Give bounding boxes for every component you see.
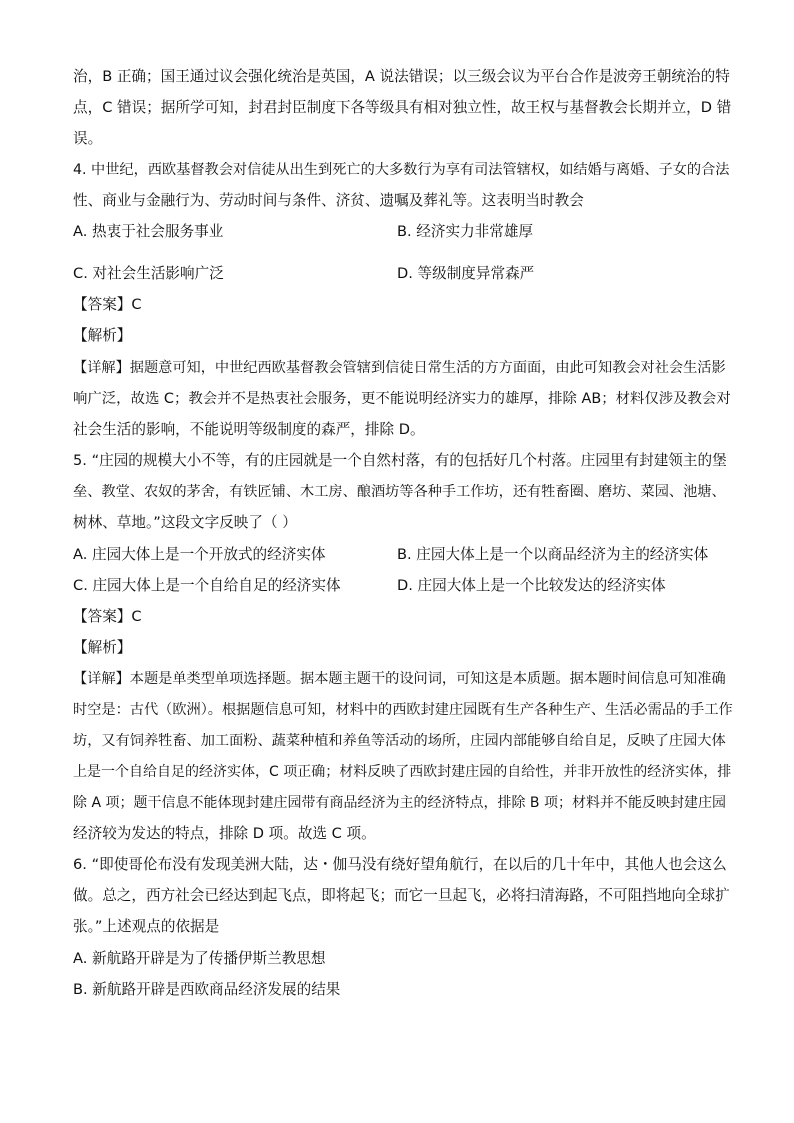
- question-6-stem: 做。总之，西方社会已经达到起飞点，即将起飞；而它一旦起飞，必将扫清海路，不可阻挡地向全球扩: [73, 887, 730, 904]
- text-line: 点，C 错误；据所学可知，封君封臣制度下各等级具有相对独立性，故王权与基督教会长期并立，D 错: [73, 99, 732, 116]
- text-line: 误。: [73, 130, 103, 147]
- q5-option-d: D. 庄园大体上是一个比较发达的经济实体: [397, 577, 666, 594]
- question-5-stem: 垒、教堂、农奴的茅舍，有铁匠铺、木工房、酿酒坊等各种手工作坊，还有牲畜圈、磨坊、菜园、池塘、: [73, 484, 726, 500]
- q5-answer: 【答案】C: [73, 608, 142, 625]
- question-4-stem: 性、商业与金融行为、劳动时间与条件、济贫、遗嘱及葬礼等。这表明当时教会: [73, 192, 584, 209]
- q5-option-a: A. 庄园大体上是一个开放式的经济实体: [73, 546, 326, 563]
- question-5-stem: 树林、草地。”这段文字反映了（ ）: [73, 514, 297, 531]
- q5-detail: 除 A 项；题干信息不能体现封建庄园带有商品经济为主的经济特点，排除 B 项；材料并不能反映封建庄园: [73, 795, 726, 811]
- question-6-stem: 张。”上述观点的依据是: [73, 918, 220, 935]
- q6-option-b: B. 新航路开辟是西欧商品经济发展的结果: [73, 981, 341, 998]
- q6-option-a: A. 新航路开辟是为了传播伊斯兰教思想: [73, 950, 326, 967]
- q4-detail: 【详解】据题意可知，中世纪西欧基督教会管辖到信徒日常生活的方方面面，由此可知教会对社会生活影: [73, 360, 726, 376]
- q5-analysis-label: 【解析】: [73, 639, 132, 656]
- q4-detail: 响广泛，故选 C；教会并不是热衷社会服务，更不能说明经济实力的雄厚，排除 AB；材料仅涉及教会对: [73, 391, 731, 407]
- q5-detail: 上是一个自给自足的经济实体，C 项正确；材料反映了西欧封建庄园的自给性，并非开放性的经济实体，排: [73, 764, 732, 780]
- q4-option-b: B. 经济实力非常雄厚: [397, 223, 534, 240]
- q4-analysis-label: 【解析】: [73, 327, 132, 344]
- q4-option-d: D. 等级制度异常森严: [397, 265, 535, 282]
- question-5-stem: 5. “庄园的规模大小不等，有的庄园就是一个自然村落，有的包括好几个村落。庄园里有封建领主的堡: [73, 452, 727, 469]
- q5-option-b: B. 庄园大体上是一个以商品经济为主的经济实体: [397, 546, 709, 563]
- q5-detail: 时空是：古代（欧洲）。根据题信息可知，材料中的西欧封建庄园既有生产各种生产、生活必需品的手工作: [73, 702, 733, 718]
- q5-option-c: C. 庄园大体上是一个自给自足的经济实体: [73, 577, 341, 594]
- q5-detail: 【详解】本题是单类型单项选择题。据本题主题干的设问词，可知这是本质题。据本题时间信息可知准确: [73, 671, 726, 687]
- text-line: 治，B 正确；国王通过议会强化统治是英国，A 说法错误；以三级会议为平台合作是波旁王朝统治的特: [73, 68, 730, 85]
- q5-detail: 坊，又有饲养牲畜、加工面粉、蔬菜种植和养鱼等活动的场所，庄园内部能够自给自足，反映了庄园大体: [73, 733, 726, 749]
- q5-detail: 经济较为发达的特点，排除 D 项。故选 C 项。: [73, 825, 376, 842]
- q4-option-c: C. 对社会生活影响广泛: [73, 265, 224, 282]
- q4-option-a: A. 热衷于社会服务事业: [73, 223, 224, 240]
- q4-answer: 【答案】C: [73, 296, 142, 313]
- q4-detail: 社会生活的影响，不能说明等级制度的森严，排除 D。: [73, 421, 425, 438]
- question-6-stem: 6. “即使哥伦布没有发现美洲大陆，达・伽马没有绕好望角航行，在以后的几十年中，其他人也会这么: [73, 856, 727, 873]
- question-4-stem: 4. 中世纪，西欧基督教会对信徒从出生到死亡的大多数行为享有司法管辖权，如结婚与离婚、子女的合法: [73, 162, 730, 178]
